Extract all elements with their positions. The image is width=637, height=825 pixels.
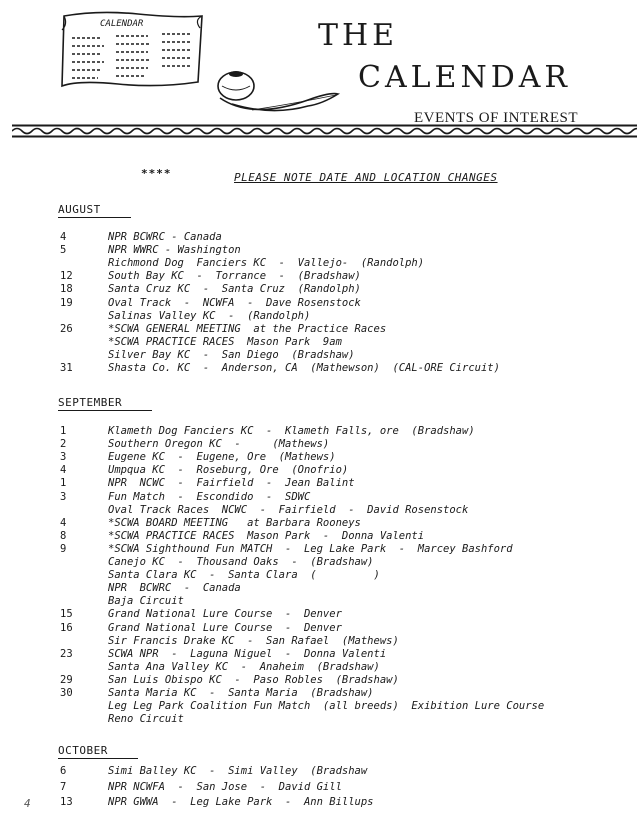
inkwell-quill-illustration	[212, 60, 342, 120]
event-text: Grand National Lure Course - Denver	[108, 621, 342, 634]
event-date: 1	[60, 477, 67, 490]
event-date: 1	[60, 425, 67, 437]
event-date: 15	[60, 608, 73, 621]
title-line-2: CALENDAR	[358, 60, 571, 95]
event-date: 13	[60, 796, 73, 808]
event-date: 4	[60, 464, 67, 477]
event-text: *SCWA Sighthound Fun MATCH - Leg Lake Park - Marcey Bashford	[108, 542, 513, 555]
notice-text: PLEASE NOTE DATE AND LOCATION CHANGES	[234, 171, 498, 184]
event-text: Shasta Co. KC - Anderson, CA (Mathewson) (CAL-ORE Circuit)	[108, 362, 500, 374]
event-text: Santa Maria KC - Santa Maria (Bradshaw)	[108, 687, 374, 699]
section-heading-august: AUGUST	[58, 203, 101, 216]
event-text: SCWA NPR - Laguna Niguel - Donna Valenti	[108, 647, 387, 660]
event-text: Southern Oregon KC - (Mathews)	[108, 438, 330, 451]
event-text: *SCWA PRACTICE RACES Mason Park 9am	[108, 335, 342, 348]
event-date: 16	[60, 621, 73, 634]
event-text: NPR BCWRC - Canada	[108, 582, 241, 595]
event-date: 9	[60, 542, 67, 555]
title-line-1: THE	[318, 18, 399, 53]
event-text: NPR NCWFA - San Jose - David Gill	[108, 780, 342, 793]
calendar-sheet-illustration	[58, 10, 208, 90]
event-text: NPR BCWRC - Canada	[108, 231, 222, 243]
event-date: 4	[60, 516, 67, 529]
event-text: *SCWA BOARD MEETING at Barbara Rooneys	[108, 516, 361, 529]
event-date: 7	[60, 780, 67, 793]
event-date: 23	[60, 647, 73, 660]
event-text: Oval Track - NCWFA - Dave Rosenstock	[108, 296, 361, 309]
event-text: Simi Balley KC - Simi Valley (Bradshaw	[108, 765, 368, 777]
event-date: 8	[60, 529, 67, 542]
event-text: *SCWA GENERAL MEETING at the Practice Races	[108, 322, 387, 335]
event-text: Oval Track Races NCWC - Fairfield - David Rosenstock	[108, 503, 469, 516]
event-date: 18	[60, 283, 73, 296]
event-date: 29	[60, 673, 73, 686]
event-text: South Bay KC - Torrance - (Bradshaw)	[108, 270, 361, 283]
event-date: 30	[60, 687, 73, 699]
section-heading-october: OCTOBER	[58, 744, 108, 757]
event-text: Reno Circuit	[108, 713, 184, 726]
event-text: Silver Bay KC - San Diego (Bradshaw)	[108, 348, 355, 361]
notice-stars: ****	[141, 167, 172, 180]
event-date: 12	[60, 270, 73, 283]
event-text: Klameth Dog Fanciers KC - Klameth Falls, ore (Bradshaw)	[108, 425, 475, 437]
event-text: Santa Cruz KC - Santa Cruz (Randolph)	[108, 283, 361, 296]
event-text: San Luis Obispo KC - Paso Robles (Bradshaw)	[108, 673, 399, 686]
event-date: 26	[60, 322, 73, 335]
section-heading-september: SEPTEMBER	[58, 396, 123, 409]
decorative-divider	[12, 124, 637, 138]
event-date: 5	[60, 244, 67, 257]
event-text: Eugene KC - Eugene, Ore (Mathews)	[108, 451, 336, 464]
event-date: 2	[60, 438, 67, 451]
event-date: 6	[60, 765, 67, 777]
event-text: Sir Francis Drake KC - San Rafael (Mathews)	[108, 634, 399, 647]
event-date: 3	[60, 490, 67, 503]
event-text: *SCWA PRACTICE RACES Mason Park - Donna Valenti	[108, 529, 425, 542]
event-text: Santa Clara KC - Santa Clara ( )	[108, 569, 380, 582]
event-text: Baja Circuit	[108, 595, 184, 608]
subtitle: EVENTS OF INTEREST	[414, 110, 578, 126]
event-text: Umpqua KC - Roseburg, Ore (Onofrio)	[108, 464, 349, 477]
event-text: Fun Match - Escondido - SDWC	[108, 490, 311, 503]
event-text: Grand National Lure Course - Denver	[108, 608, 342, 621]
event-text: Leg Leg Park Coalition Fun Match (all breeds) Exibition Lure Course	[108, 700, 545, 713]
event-text: NPR GWWA - Leg Lake Park - Ann Billups	[108, 796, 374, 808]
event-date: 4	[60, 231, 67, 243]
event-text: Canejo KC - Thousand Oaks - (Bradshaw)	[108, 556, 374, 568]
event-text: Salinas Valley KC - (Randolph)	[108, 309, 311, 322]
event-text: NPR NCWC - Fairfield - Jean Balint	[108, 477, 355, 490]
event-text: Santa Ana Valley KC - Anaheim (Bradshaw)	[108, 660, 380, 673]
event-text: Richmond Dog Fanciers KC - Vallejo- (Randolph)	[108, 257, 425, 270]
event-date: 3	[60, 451, 67, 464]
calendar-sheet-label: CALENDAR	[100, 19, 144, 29]
event-text: NPR WWRC - Washington	[108, 244, 241, 257]
event-date: 31	[60, 362, 73, 374]
page-number: 4	[24, 797, 31, 810]
event-date: 19	[60, 296, 73, 309]
